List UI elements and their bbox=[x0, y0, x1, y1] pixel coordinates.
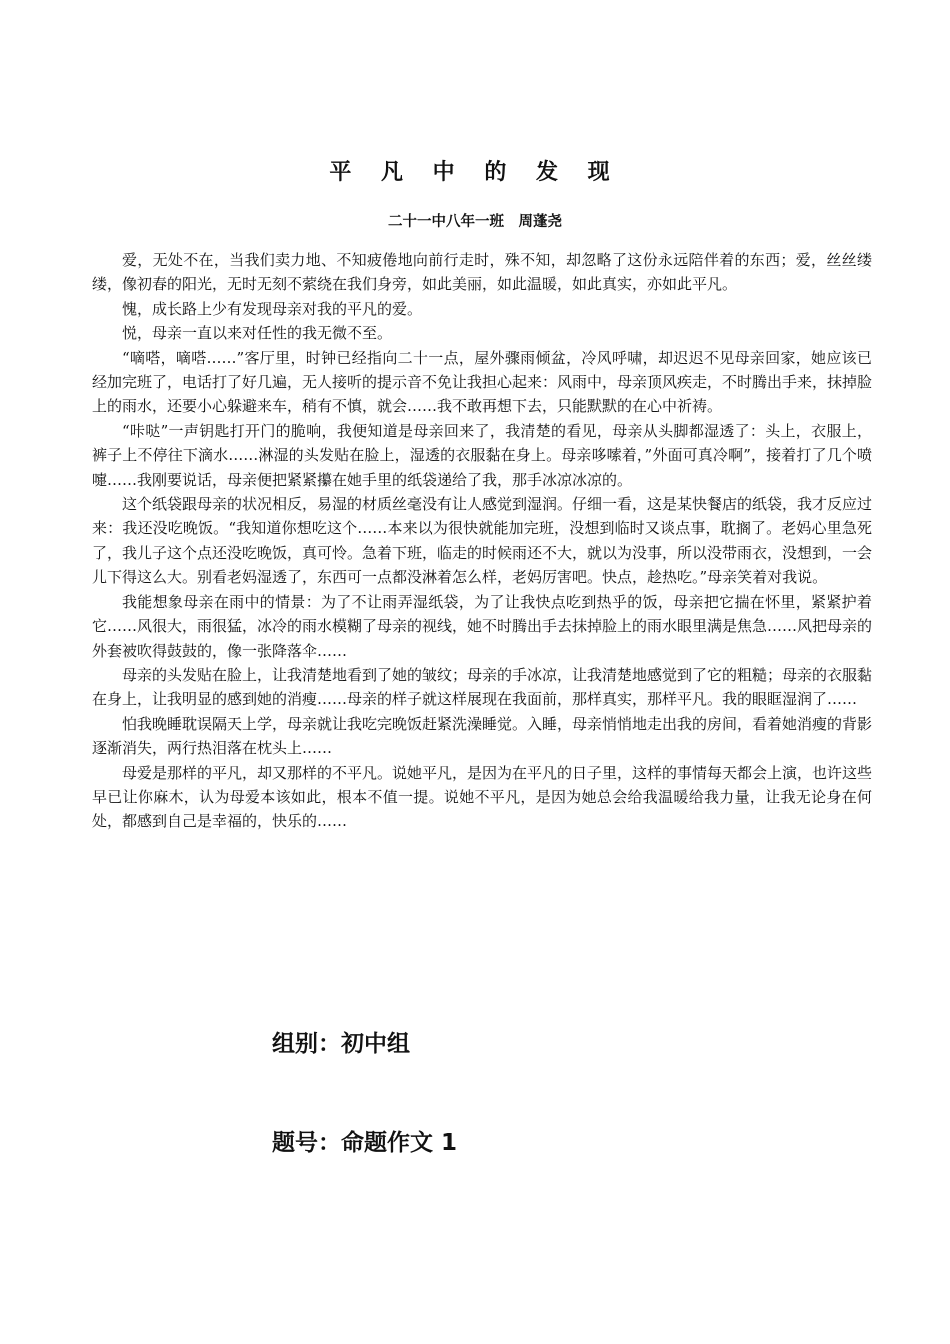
paragraph: 悦，母亲一直以来对任性的我无微不至。 bbox=[122, 324, 393, 343]
topic-label: 题号：命题作文 1 bbox=[272, 1130, 458, 1156]
paragraph: 母爱是那样的平凡，却又那样的不平凡。说她平凡，是因为在平凡的日子里，这样的事情每天都会上演，也许这些早已让你麻木，认为母爱本该如此，根本不值一提。说她不平凡，是因为她总会给我温暖给我力量，让我无论身在何处，都感到自己是幸福的，快乐的…… bbox=[92, 763, 873, 831]
paragraph: “嘀嗒，嘀嗒……”客厅里，时钟已经指向二十一点，屋外骤雨倾盆，冷风呼啸，却迟迟不见母亲回家，她应该已经加完班了，电话打了好几遍，无人接听的提示音不免让我担心起来：风雨中，母亲顶风疾走，不时腾出手来，抹掉脸上的雨水，还要小心躲避来车，稍有不慎，就会……我不敢再想下去，只能默默的在心中祈祷。 bbox=[92, 348, 873, 416]
essay-title: 平 凡 中 的 发 现 bbox=[329, 160, 621, 185]
essay-author: 二十一中八年一班 周蓬尧 bbox=[388, 214, 562, 230]
paragraph: 怕我晚睡耽误隔天上学，母亲就让我吃完晚饭赶紧洗澡睡觉。入睡，母亲悄悄地走出我的房间，看着她消瘦的背影逐渐消失，两行热泪落在枕头上…… bbox=[92, 714, 873, 758]
paragraph: 母亲的头发贴在脸上，让我清楚地看到了她的皱纹；母亲的手冰凉，让我清楚地感觉到了它的粗糙；母亲的衣服黏在身上，让我明显的感到她的消瘦……母亲的样子就这样展现在我面前，那样真实，那样平凡。我的眼眶湿润了…… bbox=[92, 665, 873, 709]
paragraph: 愧，成长路上少有发现母亲对我的平凡的爱。 bbox=[122, 299, 423, 318]
paragraph: 爱，无处不在，当我们卖力地、不知疲倦地向前行走时，殊不知，却忽略了这份永远陪伴着的东西；爱，丝丝缕缕，像初春的阳光，无时无刻不萦绕在我们身旁，如此美丽，如此温暖，如此真实，亦如此平凡。 bbox=[92, 251, 872, 294]
essay-body bbox=[92, 248, 872, 834]
paragraph: 这个纸袋跟母亲的状况相反，易湿的材质丝毫没有让人感觉到湿润。仔细一看，这是某快餐店的纸袋，我才反应过来：我还没吃晚饭。“我知道你想吃这个……本来以为很快就能加完班，没想到临时又谈点事，耽搁了。老妈心里急死了，我儿子这个点还没吃晚饭，真可怜。急着下班，临走的时候雨还不大，就以为没事，所以没带雨衣，没想到，一会儿下得这么大。别看老妈湿透了，东西可一点都没淋着怎么样，老妈厉害吧。快点，趁热吃。”母亲笑着对我说。 bbox=[92, 495, 873, 587]
paragraph: “咔哒”一声钥匙打开门的脆响，我便知道是母亲回来了，我清楚的看见，母亲从头脚都湿透了：头上，衣服上，裤子上不停往下滴水……淋湿的头发贴在脸上，湿透的衣服黏在身上。母亲哆嗦着，”外面可真冷啊”，接着打了几个喷嚏……我刚要说话，母亲便把紧紧攥在她手里的纸袋递给了我，那手冰凉冰凉的。 bbox=[92, 421, 872, 489]
paragraph: 我能想象母亲在雨中的情景：为了不让雨弄湿纸袋，为了让我快点吃到热乎的饭，母亲把它揣在怀里，紧紧护着它……风很大，雨很猛，冰冷的雨水模糊了母亲的视线，她不时腾出手去抹掉脸上的雨水眼里满是焦急……风把母亲的外套被吹得鼓鼓的，像一张降落伞…… bbox=[92, 592, 873, 660]
group-label: 组别：初中组 bbox=[272, 1031, 410, 1057]
